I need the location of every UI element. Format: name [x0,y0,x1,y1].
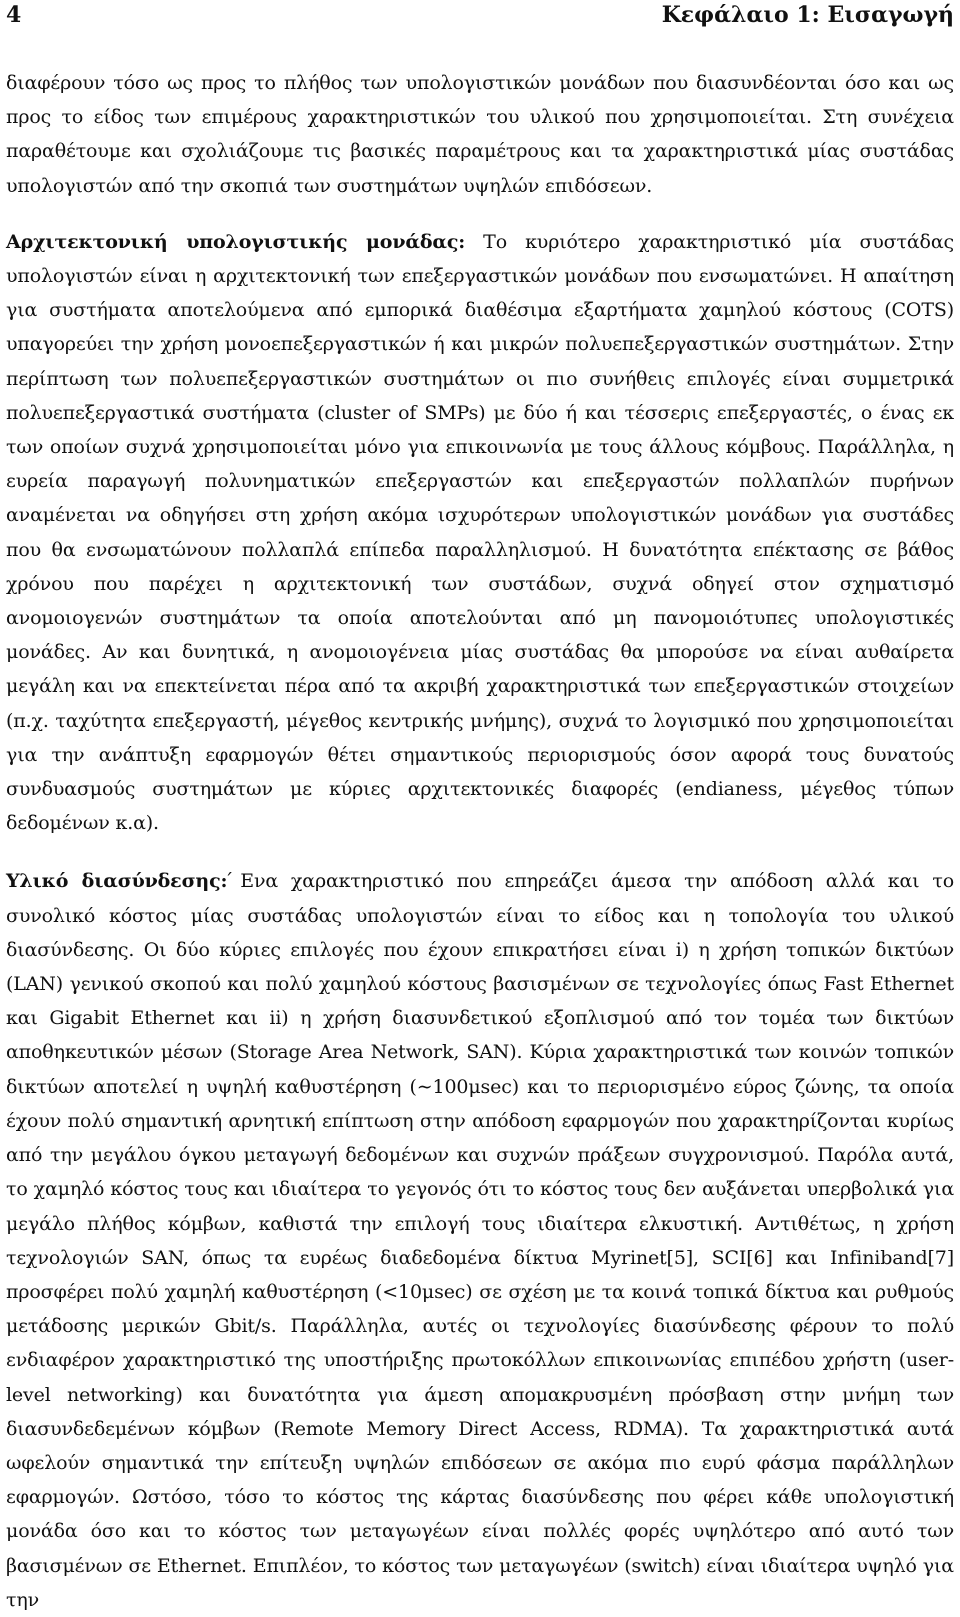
paragraph-computing-unit-architecture [6,225,954,841]
paragraph-heading: Υλικό διασύνδεσης: [6,870,228,893]
running-header [6,0,954,42]
paragraph-text: Το κυριότερο χαρακτηριστικό μία συστάδας υπολογιστών είναι η αρχιτεκτονική των επεξεργαστικών μονάδων που ενσωματώνει. Η απαίτηση για συστήματα αποτελούμενα από εμπορικά διαθέσιμα εξαρτήματα χαμηλού κόστους (COTS) υπαγορεύει την χρήση μονοεπεξεργαστικών ή και μικρών πολυεπεξεργαστικών συστημάτων. Στην περίπτωση των πολυεπεξεργαστικών συστημάτων οι πιο συνήθεις επιλογές είναι συμμετρικά πολυεπεξεργαστικά συστήματα (cluster of SMPs) με δύο ή και τέσσερις επεξεργαστές, ο ένας εκ των οποίων συχνά χρησιμοποιείται μόνο για επικοινωνία με τους άλλους κόμβους. Παράλληλα, η ευρεία παραγωγή πολυνηματικών επεξεργαστών και επεξεργαστών πολλαπλών πυρήνων αναμένεται να οδηγήσει στη χρήση ακόμα ισχυρότερων υπολογιστικών μονάδων για συστάδες που θα ενσωματώνουν πολλαπλά επίπεδα παραλληλισμού. Η δυνατότητα επέκτασης σε βάθος χρόνου που παρέχει η αρχιτεκτονική των συστάδων, συχνά οδηγεί στον σχηματισμό ανομοιογενών συστημάτων τα οποία αποτελούνται από μη πανομοιότυπες υπολογιστικές μονάδες. Αν και δυνητικά, η ανομοιογένεια μίας συστάδας θα μπορούσε να είναι αυθαίρετα μεγάλη και να επεκτείνεται πέρα από τα ακριβή χαρακτηριστικά των επεξεργαστικών στοιχείων (π.χ. ταχύτητα επεξεργαστή, μέγεθος κεντρικής μνήμης), συχνά το λογισμικό που χρησιμοποιείται για την ανάπτυξη εφαρμογών θέτει σημαντικούς περιορισμούς όσον αφορά τους δυνατούς συνδυασμούς συστημάτων με κύριες αρχιτεκτονικές διαφορές (endianess, μέγεθος τύπων δεδομένων κ.α). [6,230,954,835]
chapter-title: Κεφάλαιο 1: Εισαγωγή [661,2,954,28]
paragraph-text: διαφέρουν τόσο ως προς το πλήθος των υπολογιστικών μονάδων που διασυνδέονται όσο και ως προς το είδος των επιμέρους χαρακτηριστικών του υλικού που χρησιμοποιείται. Στη συνέχεια παραθέτουμε και σχολιάζουμε τις βασικές παραμέτρους και τα χαρακτηριστικά μίας συστάδας υπολογιστών από την σκοπιά των συστημάτων υψηλών επιδόσεων. [6,72,954,197]
paragraph-interconnect-hardware [6,864,954,1616]
paragraph-intro [6,66,954,203]
body-text [6,66,954,1617]
document-page [6,0,954,1611]
page-number: 4 [6,2,22,28]
paragraph-text: ́Ενα χαρακτηριστικό που επηρεάζει άμεσα την απόδοση αλλά και το συνολικό κόστος μίας συστάδας υπολογιστών είναι το είδος και η τοπολογία του υλικού διασύνδεσης. Οι δύο κύριες επιλογές που έχουν επικρατήσει είναι i) η χρήση τοπικών δικτύων (LAN) γενικού σκοπού και πολύ χαμηλού κόστους βασισμένων σε τεχνολογίες όπως Fast Ethernet και Gigabit Ethernet και ii) η χρήση διασυνδετικού εξοπλισμού από τον τομέα των δικτύων αποθηκευτικών μέσων (Storage Area Network, SAN). Κύρια χαρακτηριστικά των κοινών τοπικών δικτύων αποτελεί η υψηλή καθυστέρηση (∼100μsec) και το περιορισμένο εύρος ζώνης, τα οποία έχουν πολύ σημαντική αρνητική επίπτωση στην απόδοση εφαρμογών που χαρακτηρίζονται κυρίως από την μεγάλου όγκου μεταγωγή δεδομένων και συχνών πράξεων συγχρονισμού. Παρόλα αυτά, το χαμηλό κόστος τους και ιδιαίτερα το γεγονός ότι το κόστος τους δεν αυξάνεται υπερβολικά για μεγάλο πλήθος κόμβων, καθιστά την επιλογή τους ιδιαίτερα ελκυστική. Αντιθέτως, η χρήση τεχνολογιών SAN, όπως τα ευρέως διαδεδομένα δίκτυα Myrinet[5], SCI[6] και Infiniband[7] προσφέρει πολύ χαμηλή καθυστέρηση (<10μsec) σε σχέση με τα κοινά τοπικά δίκτυα και ρυθμούς μετάδοσης μερικών Gbit/s. Παράλληλα, αυτές οι τεχνολογίες διασύνδεσης φέρουν το πολύ ενδιαφέρον χαρακτηριστικό της υποστήριξης πρωτοκόλλων επικοινωνίας επιπέδου χρήστη (user-level networking) και δυνατότητα για άμεση απομακρυσμένη πρόσβαση στην μνήμη των διασυνδεδεμένων κόμβων (Remote Memory Direct Access, RDMA). Τα χαρακτηριστικά αυτά ωφελούν σημαντικά την επίτευξη υψηλών επιδόσεων σε ακόμα πιο ευρύ φάσμα παράλληλων εφαρμογών. Ωστόσο, τόσο το κόστος της κάρτας διασύνδεσης που φέρει κάθε υπολογιστική μονάδα όσο και το κόστος των μεταγωγέων είναι πολλές φορές υψηλότερο από αυτό των βασισμένων σε Ethernet. Επιπλέον, το κόστος των μεταγωγέων (switch) είναι ιδιαίτερα υψηλό για την [6,870,954,1611]
paragraph-heading: Αρχιτεκτονική υπολογιστικής μονάδας: [6,230,466,253]
